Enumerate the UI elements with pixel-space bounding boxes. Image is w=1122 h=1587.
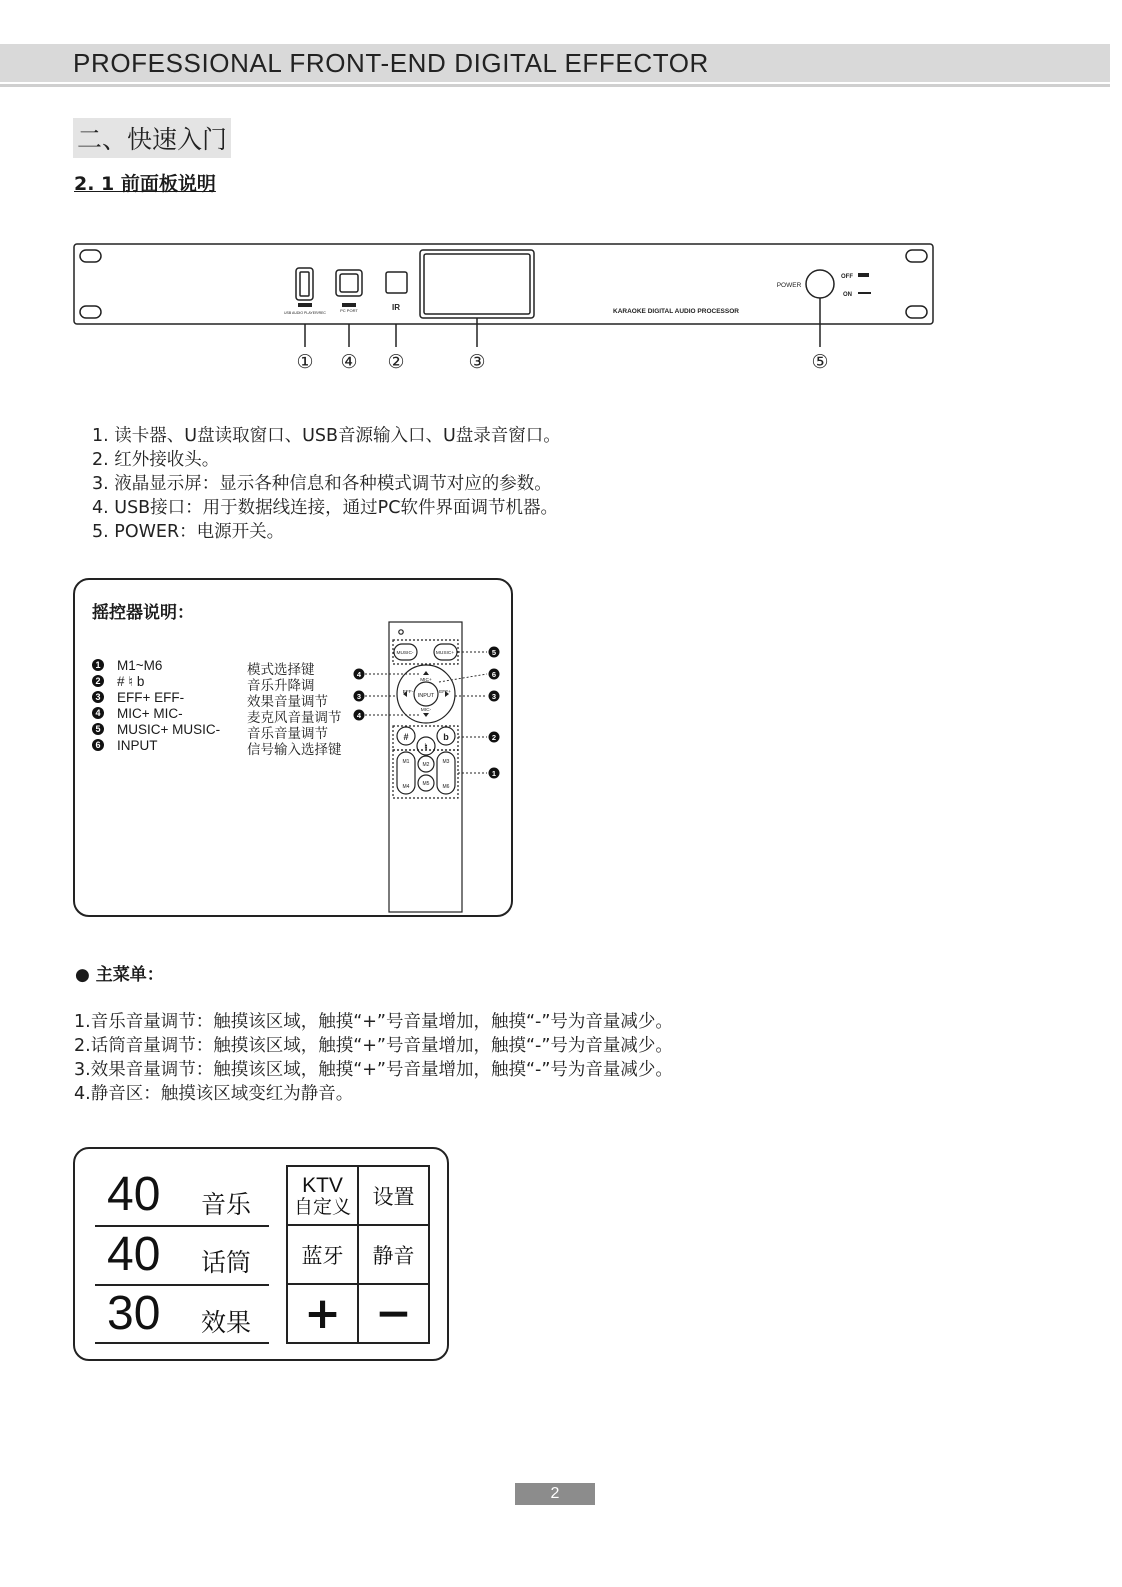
menu-line: 1.音乐音量调节：触摸该区域，触摸“+”号音量增加，触摸“-”号为音量减少。	[74, 1012, 673, 1032]
power-label: POWER	[776, 282, 802, 289]
remote-title: 摇控器说明：	[92, 603, 194, 623]
usb-slot-inner	[300, 272, 309, 296]
desc-line: 4. USB接口：用于数据线连接，通过PC软件界面调节机器。	[92, 498, 558, 518]
pc-port-label: PC PORT	[340, 308, 358, 313]
remote-callout-3: 3	[356, 692, 362, 701]
front-panel-diagram	[0, 0, 1122, 390]
callout-1: ①	[296, 351, 314, 373]
rack-hole	[80, 250, 101, 262]
desc-line: 2. 红外接收头。	[92, 450, 220, 470]
page-header-title: PROFESSIONAL FRONT-END DIGITAL EFFECTOR	[73, 48, 709, 78]
mic-minus-button: MIC-	[420, 708, 432, 713]
callout-4: ④	[340, 351, 358, 373]
product-label: KARAOKE DIGITAL AUDIO PROCESSOR	[613, 308, 739, 315]
rack-hole	[906, 250, 927, 262]
desc-line: 1. 读卡器、U盘读取窗口、USB音源输入口、U盘录音窗口。	[92, 426, 561, 446]
eff-plus-button: EFF+	[439, 690, 451, 695]
m2-button: M2	[422, 762, 430, 768]
remote-callout-3: 3	[491, 692, 497, 701]
usb-slot	[296, 268, 313, 300]
m5-button: M5	[422, 781, 430, 787]
music-volume-value: 40	[107, 1168, 161, 1221]
lcd-display	[420, 250, 534, 318]
music-plus-button: MUSIC+	[435, 651, 455, 656]
desc-line: 5. POWER：电源开关。	[92, 522, 285, 542]
remote-card: 摇控器说明： 1 M1~M6 模式选择键 2 # ♮ b 音乐升降调 3 EFF+ EFF- 效果音量调节 4 MIC+ MIC- 麦克风音量调节 5 MUSIC+ MUSIC- 音乐音量调节 6 INPUT 信号输入选择键 MUSIC- MUSIC+ MIC+ MIC- EFF- EFF+ INPUT # ♮ b M1 M2 M3 M4 M5 M6 5 6 3 2 1 4 3 4	[73, 578, 513, 917]
page-number: 2	[515, 1483, 595, 1505]
plus-button[interactable]: +	[286, 1283, 359, 1344]
ir-label: IR	[392, 303, 400, 312]
ktv-custom-button[interactable]: KTV 自定义	[286, 1165, 359, 1226]
eff-minus-button: EFF-	[402, 690, 414, 695]
bluetooth-button[interactable]: 蓝牙	[286, 1224, 359, 1285]
rack-hole	[80, 306, 101, 318]
panel-body	[74, 244, 933, 324]
power-switch	[806, 270, 834, 298]
main-menu-title: ● 主菜单：	[75, 965, 164, 985]
lcd-display-inner	[424, 254, 530, 314]
remote-diagram	[75, 580, 511, 915]
flat-button: b	[443, 732, 449, 742]
music-minus-button: MUSIC-	[396, 651, 414, 656]
touch-panel-card	[73, 1147, 449, 1361]
ir-window	[386, 272, 407, 293]
callout-3: ③	[468, 351, 486, 373]
menu-line: 4.静音区：触摸该区域变红为静音。	[74, 1084, 354, 1104]
remote-callout-6: 6	[491, 670, 497, 679]
remote-callout-1: 1	[491, 769, 497, 778]
desc-line: 3. 液晶显示屏：显示各种信息和各种模式调节对应的参数。	[92, 474, 552, 494]
m6-button: M6	[442, 784, 450, 790]
rack-hole	[906, 306, 927, 318]
pc-port-inner	[340, 274, 358, 292]
sharp-button: #	[403, 732, 409, 742]
input-button: INPUT	[417, 693, 435, 699]
mic-plus-button: MIC+	[420, 678, 432, 683]
mic-volume-label[interactable]: 话筒	[201, 1248, 252, 1277]
music-volume-label[interactable]: 音乐	[201, 1190, 252, 1219]
subsection-title: 2. 1 前面板说明	[74, 173, 216, 195]
on-label: ON	[843, 292, 852, 298]
callout-5: ⑤	[811, 351, 829, 373]
m4-button: M4	[402, 784, 410, 790]
menu-line: 3.效果音量调节：触摸该区域，触摸“+”号音量增加，触摸“-”号为音量减少。	[74, 1060, 673, 1080]
section-title: 二、快速入门	[73, 118, 231, 158]
off-label: OFF	[841, 274, 853, 280]
usb-audio-label: USB AUDIO PLAYER/REC	[284, 311, 326, 315]
remote-callout-4: 4	[356, 711, 362, 720]
callout-2: ②	[387, 351, 405, 373]
natural-button: ♮	[424, 742, 428, 752]
mute-button[interactable]: 静音	[357, 1224, 430, 1285]
minus-button[interactable]: −	[357, 1283, 430, 1344]
remote-callout-4: 4	[356, 670, 362, 679]
m3-button: M3	[442, 759, 450, 765]
settings-button[interactable]: 设置	[357, 1165, 430, 1226]
remote-callout-2: 2	[491, 733, 497, 742]
m1-button: M1	[402, 759, 410, 765]
menu-line: 2.话筒音量调节：触摸该区域，触摸“+”号音量增加，触摸“-”号为音量减少。	[74, 1036, 673, 1056]
remote-callout-5: 5	[491, 648, 497, 657]
effect-volume-label[interactable]: 效果	[201, 1308, 252, 1337]
mic-volume-value: 40	[107, 1228, 161, 1281]
effect-volume-value: 30	[107, 1287, 161, 1340]
